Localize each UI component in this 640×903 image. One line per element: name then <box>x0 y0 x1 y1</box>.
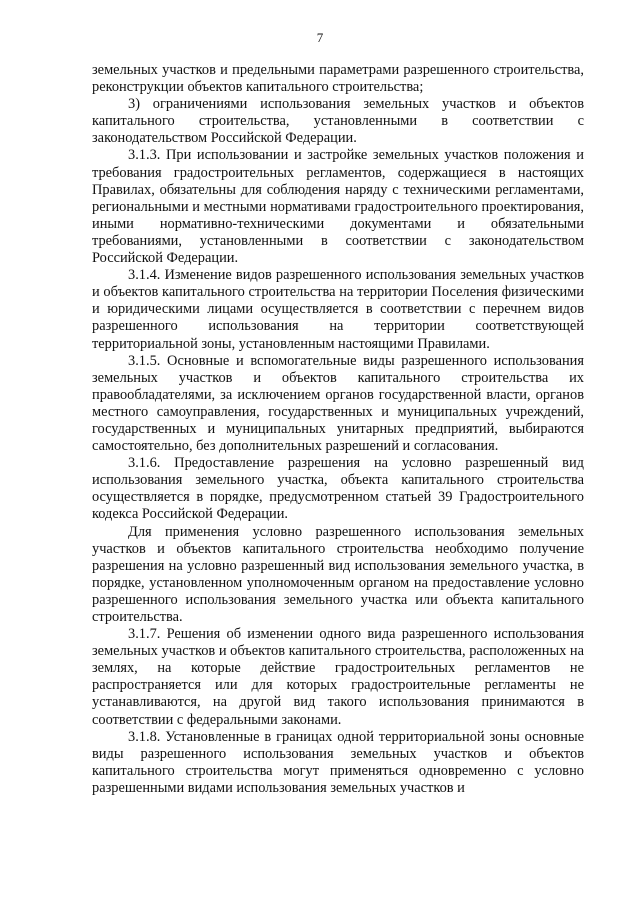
paragraph-3-1-8: 3.1.8. Установленные в границах одной территориальной зоны основные виды разрешенного использования земельных участков и объектов капитального строительства могут применяться одновременно с условно разрешенными видами использования земельных участков и <box>92 728 584 796</box>
paragraph-item-3: 3) ограничениями использования земельных участков и объектов капитального строительства, установленными в соответствии с законодательством Российской Федерации. <box>92 96 584 147</box>
paragraph-3-1-3: 3.1.3. При использовании и застройке земельных участков положения и требования градостроительных регламентов, содержащиеся в настоящих Правилах, обязательны для соблюдения наряду с техническими регламентами, региональными и местными нормативами градостроительного проектирования, иными нормативно-техническими документами и обязательными требованиями, установленными в соответствии с законодательством Российской Федерации. <box>92 147 584 267</box>
paragraph-conditional-use: Для применения условно разрешенного использования земельных участков и объектов капитального строительства необходимо получение разрешения на условно разрешенный вид использования земельного участка, в порядке, установленном уполномоченным органом на предоставление условно разрешенного использования земельного участка или объекта капитального строительства. <box>92 523 584 625</box>
paragraph-3-1-5: 3.1.5. Основные и вспомогательные виды разрешенного использования земельных участков и объектов капитального строительства их правообладателями, за исключением органов государственной власти, органов местного самоуправления, государственных и муниципальных учреждений, государственных и муниципальных унитарных предприятий, выбираются самостоятельно, без дополнительных разрешений и согласования. <box>92 352 584 455</box>
paragraph-3-1-7: 3.1.7. Решения об изменении одного вида разрешенного использования земельных участков и объектов капитального строительства, расположенных на землях, на которые действие градостроительных регламентов не распространяется или для которых градостроительные регламенты не устанавливаются, на другой вид такого использования принимаются в соответствии с федеральными законами. <box>92 626 584 728</box>
paragraph-continuation: земельных участков и предельными параметрами разрешенного строительства, реконструкции объектов капитального строительства; <box>92 62 584 96</box>
page-number: 7 <box>316 30 324 45</box>
paragraph-3-1-4: 3.1.4. Изменение видов разрешенного использования земельных участков и объектов капитального строительства на территории Поселения физическими и юридическими лицами осуществляется в соответствии с перечнем видов разрешенного использования на территории соответствующей территориальной зоны, установленным настоящими Правилами. <box>92 267 584 352</box>
paragraph-3-1-6: 3.1.6. Предоставление разрешения на условно разрешенный вид использования земельного участка, объекта капитального строительства осуществляется в порядке, предусмотренном статьей 39 Градостроительного кодекса Российской Федерации. <box>92 455 584 523</box>
document-body <box>92 62 584 797</box>
